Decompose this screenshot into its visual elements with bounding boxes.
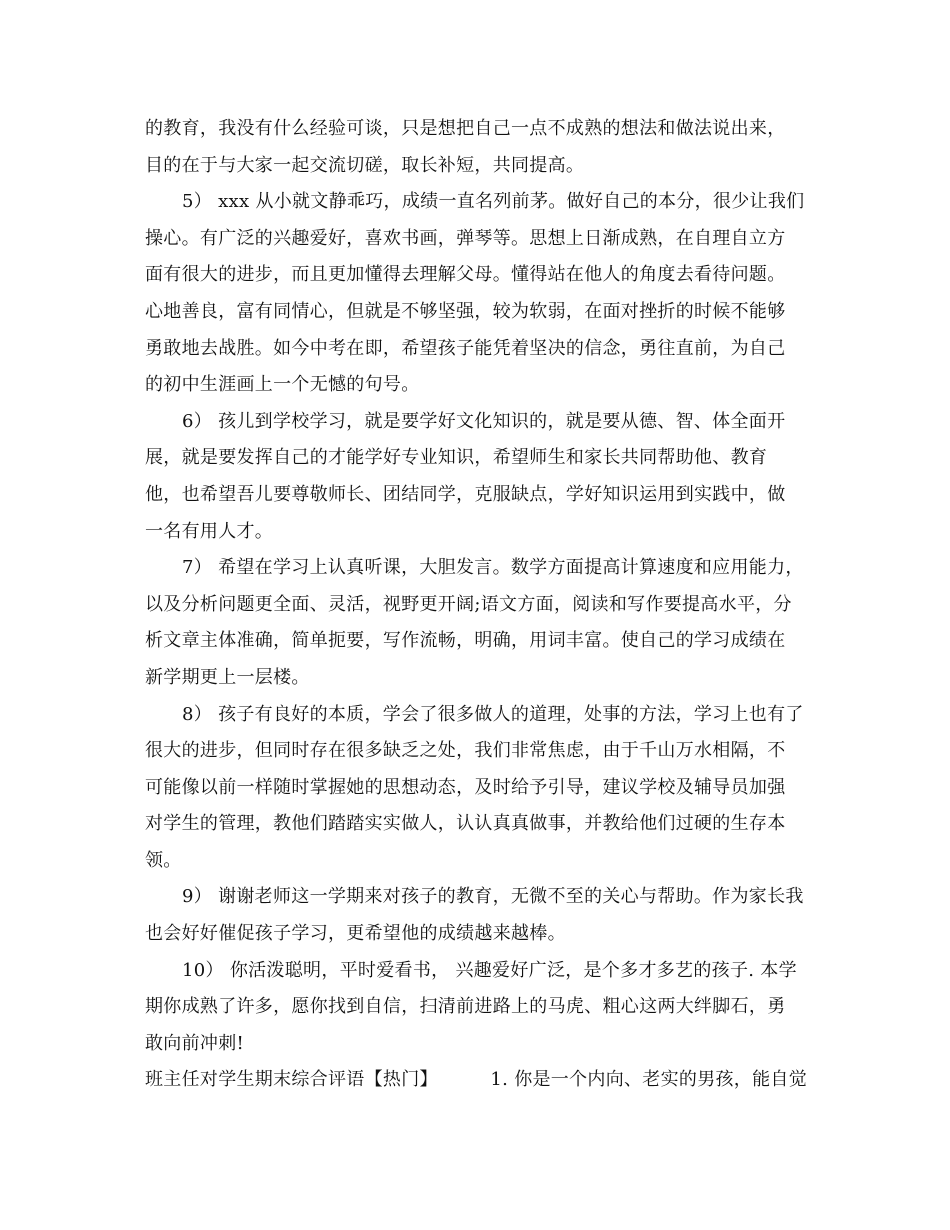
- text-line: 8） 孩子有良好的本质，学会了很多做人的道理，处事的方法，学习上也有了: [182, 703, 804, 725]
- text-line: 9） 谢谢老师这一学期来对孩子的教育，无微不至的关心与帮助。作为家长我: [182, 886, 804, 908]
- text-line: 析文章主体准确，简单扼要，写作流畅，明确，用词丰富。使自己的学习成绩在: [145, 630, 786, 652]
- text-line: 以及分析问题更全面、灵活，视野更开阔;语文方面，阅读和写作要提高水平，分: [145, 593, 792, 615]
- text-line: 敢向前冲刺!: [145, 1032, 245, 1054]
- text-line: 的教育，我没有什么经验可谈，只是想把自己一点不成熟的想法和做法说出来，: [145, 118, 786, 139]
- paragraph-10: [145, 953, 807, 1063]
- text-line: 目的在于与大家一起交流切磋，取长补短，共同提高。: [145, 154, 585, 176]
- text-line: 的初中生涯画上一个无憾的句号。: [145, 374, 420, 396]
- paragraph-6: [145, 404, 807, 550]
- document-body: [145, 111, 807, 1099]
- text-line: 面有很大的进步，而且更加懂得去理解父母。懂得站在他人的角度去看待问题。: [145, 264, 786, 286]
- text-line: 10） 你活泼聪明，平时爱看书， 兴趣爱好广泛，是个多才多艺的孩子. 本学: [182, 959, 797, 981]
- text-line: 也会好好催促孩子学习，更希望他的成绩越来越棒。: [145, 923, 566, 945]
- text-line: 新学期更上一层楼。: [145, 666, 310, 688]
- text-line: 7） 希望在学习上认真听课，大胆发言。数学方面提高计算速度和应用能力，: [182, 557, 804, 579]
- text-line: 他，也希望吾儿要尊敬师长、团结同学，克服缺点，学好知识运用到实践中，做: [145, 483, 786, 505]
- text-line: 可能像以前一样随时掌握她的思想动态，及时给予引导，建议学校及辅导员加强: [145, 776, 786, 798]
- paragraph-5: [145, 184, 807, 404]
- intro-paragraph: [145, 111, 807, 184]
- text-line: 操心。有广泛的兴趣爱好，喜欢书画，弹琴等。思想上日渐成熟，在自理自立方: [145, 227, 786, 249]
- paragraph-9: [145, 879, 807, 952]
- paragraph-8: [145, 697, 807, 880]
- text-line: 很大的进步，但同时存在很多缺乏之处，我们非常焦虑，由于千山万水相隔，不: [145, 740, 786, 762]
- text-line: 一名有用人才。: [145, 520, 274, 542]
- text-line: 6） 孩儿到学校学习，就是要学好文化知识的，就是要从德、智、体全面开: [182, 410, 786, 432]
- text-line: 5） xxx 从小就文静乖巧，成绩一直名列前茅。做好自己的本分，很少让我们: [182, 191, 805, 213]
- text-line: 勇敢地去战胜。如今中考在即，希望孩子能凭着坚决的信念，勇往直前，为自己: [145, 337, 786, 359]
- section-heading: 班主任对学生期末综合评语【热门】: [145, 1069, 438, 1091]
- paragraph-7: [145, 550, 807, 696]
- section-first-item: 1. 你是一个内向、老实的男孩，能自觉: [490, 1069, 807, 1091]
- section-heading-line: [145, 1062, 807, 1099]
- text-line: 展，就是要发挥自己的才能学好专业知识，希望师生和家长共同帮助他、教育: [145, 447, 768, 469]
- text-line: 心地善良，富有同情心，但就是不够坚强，较为软弱，在面对挫折的时候不能够: [145, 300, 786, 322]
- text-line: 期你成熟了许多，愿你找到自信，扫清前进路上的马虎、粗心这两大绊脚石，勇: [145, 996, 786, 1018]
- text-line: 领。: [145, 849, 182, 871]
- text-line: 对学生的管理，教他们踏踏实实做人，认认真真做事，并教给他们过硬的生存本: [145, 813, 786, 835]
